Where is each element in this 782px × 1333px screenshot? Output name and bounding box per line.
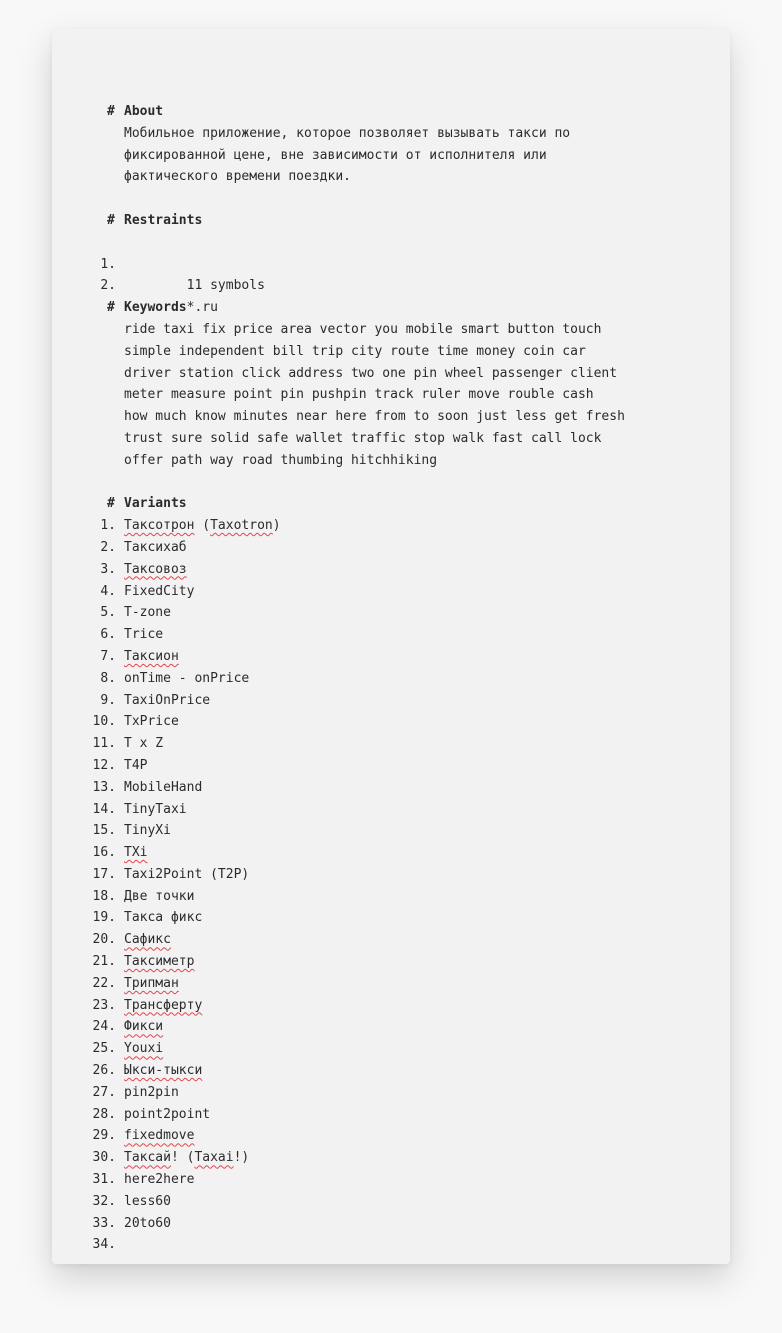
keywords-paragraph: [52, 319, 684, 472]
list-item-number: 29.: [92, 1128, 116, 1144]
list-item-text: pin2pin: [124, 1084, 179, 1100]
list-item-text: TinyTaxi: [124, 801, 187, 817]
variants-heading: [52, 493, 730, 515]
list-item-number: 27.: [92, 1084, 116, 1100]
list-item-text: T x Z: [124, 736, 164, 752]
misspelled-word: Сафикс: [124, 932, 171, 948]
list-item-text: here2here: [124, 1172, 195, 1188]
heading-marker: #: [107, 300, 115, 316]
heading-marker: #: [107, 212, 115, 228]
about-heading: [52, 101, 730, 123]
list-item: [52, 907, 730, 929]
document-text-area[interactable]: [52, 101, 730, 1256]
list-item-number: 1.: [100, 256, 116, 272]
list-item: [52, 755, 730, 777]
list-item-number: 2.: [100, 539, 116, 555]
list-item: [52, 1234, 730, 1256]
list-item: [52, 1016, 730, 1038]
list-item-number: 22.: [92, 975, 116, 991]
list-item-text: T4P: [124, 757, 148, 773]
list-item-number: 13.: [92, 779, 116, 795]
misspelled-word: Трансферту: [124, 997, 203, 1013]
list-item: [52, 646, 730, 668]
list-item-number: 23.: [92, 997, 116, 1013]
list-item-number: 12.: [92, 757, 116, 773]
misspelled-word: Таксай: [124, 1150, 171, 1166]
keywords-line: ride taxi fix price area vector you mobile smart button touch: [124, 321, 602, 337]
list-item: [52, 733, 730, 755]
list-item-number: 28.: [92, 1106, 116, 1122]
misspelled-word: Taxotron: [210, 518, 273, 534]
list-item: [52, 864, 730, 886]
list-item-number: 33.: [92, 1215, 116, 1231]
list-item-number: 34.: [92, 1237, 116, 1253]
restraints-heading-label: Restraints: [124, 212, 203, 228]
list-item-number: 1.: [100, 518, 116, 534]
misspelled-word: Таксион: [124, 648, 179, 664]
misspelled-word: fixedmove: [124, 1128, 195, 1144]
list-item-number: 15.: [92, 823, 116, 839]
list-item-number: 30.: [92, 1150, 116, 1166]
list-item-number: 9.: [100, 692, 116, 708]
list-item-text: TaxiOnPrice: [124, 692, 211, 708]
list-item: [52, 1147, 730, 1169]
list-item-number: 20.: [92, 932, 116, 948]
list-item: [52, 951, 730, 973]
about-line: фиксированной цене, вне зависимости от исполнителя или: [124, 147, 547, 163]
list-item: [52, 537, 730, 559]
misspelled-word: Фикси: [124, 1019, 164, 1035]
list-item-number: 24.: [92, 1019, 116, 1035]
list-item: [52, 929, 730, 951]
variants-list: [52, 515, 730, 1256]
list-item-number: 32.: [92, 1193, 116, 1209]
list-item-number: 10.: [92, 714, 116, 730]
list-item: [52, 995, 730, 1017]
list-item-text: *.ru: [186, 300, 218, 316]
list-item: [52, 1125, 730, 1147]
list-item-text: Trice: [124, 627, 164, 643]
list-item-number: 6.: [100, 627, 116, 643]
heading-marker: #: [107, 496, 115, 512]
list-item-number: 11.: [92, 736, 116, 752]
list-item-number: 17.: [92, 866, 116, 882]
list-item: [52, 1191, 730, 1213]
list-item-number: 18.: [92, 888, 116, 904]
list-item: [52, 624, 730, 646]
list-item: [52, 886, 730, 908]
list-item-number: 3.: [100, 561, 116, 577]
document-page: [52, 29, 730, 1264]
list-item-number: 26.: [92, 1063, 116, 1079]
list-item-text: Такса фикс: [124, 910, 203, 926]
list-item: [52, 842, 730, 864]
list-item-text: ): [272, 518, 281, 534]
about-line: Мобильное приложение, которое позволяет вызывать такси по: [124, 125, 571, 141]
list-item-number: 16.: [92, 845, 116, 861]
list-item-text: MobileHand: [124, 779, 203, 795]
keywords-heading: [52, 297, 730, 319]
keywords-line: meter measure point pin pushpin track ruler move rouble cash: [124, 387, 594, 403]
list-item-text: TinyXi: [124, 823, 171, 839]
misspelled-word: Таксотрон: [124, 518, 195, 534]
list-item: [52, 690, 730, 712]
list-item: [52, 1169, 730, 1191]
misspelled-word: Трипман: [124, 975, 179, 991]
misspelled-word: Taxai: [194, 1150, 234, 1166]
list-item-text: 20to60: [124, 1215, 171, 1231]
list-item: [52, 973, 730, 995]
list-item-text: Две точки: [124, 888, 195, 904]
list-item: [52, 820, 730, 842]
list-item-number: 19.: [92, 910, 116, 926]
list-item: [52, 711, 730, 733]
list-item: [52, 777, 730, 799]
list-item-text: FixedCity: [124, 583, 195, 599]
list-item-text: ! (: [170, 1150, 195, 1166]
misspelled-word: Таксиметр: [124, 954, 195, 970]
list-item-text: (: [194, 518, 211, 534]
keywords-line: how much know minutes near here from to soon just less get fresh: [124, 409, 625, 425]
list-item-text: 11 symbols: [186, 278, 265, 294]
list-item-text: T-zone: [124, 605, 171, 621]
list-item-number: 7.: [100, 648, 116, 664]
list-item-number: 2.: [100, 278, 116, 294]
list-item-number: 21.: [92, 954, 116, 970]
keywords-line: driver station click address two one pin wheel passenger client: [124, 365, 618, 381]
list-item-text: !): [233, 1150, 250, 1166]
list-item: [52, 1104, 730, 1126]
list-item-number: 31.: [92, 1172, 116, 1188]
keywords-heading-label: Keywords: [124, 300, 187, 316]
misspelled-word: Таксовоз: [124, 561, 187, 577]
list-item-text: less60: [124, 1193, 171, 1209]
misspelled-word: Youxi: [124, 1041, 164, 1057]
list-item: [52, 1060, 730, 1082]
list-item: [52, 668, 730, 690]
about-line: фактического времени поездки.: [124, 169, 351, 185]
misspelled-word: TXi: [124, 845, 148, 861]
list-item: [52, 515, 730, 537]
list-item-text: Таксихаб: [124, 539, 187, 555]
keywords-line: offer path way road thumbing hitchhiking: [124, 452, 438, 468]
list-item-number: 14.: [92, 801, 116, 817]
list-item-text: onTime - onPrice: [124, 670, 250, 686]
about-paragraph: [52, 123, 684, 188]
list-item-text: Taxi2Point (T2P): [124, 866, 250, 882]
heading-marker: #: [107, 104, 115, 119]
list-item: [52, 1082, 730, 1104]
list-item: [52, 581, 730, 603]
list-item: [52, 602, 730, 624]
keywords-line: trust sure solid safe wallet traffic stop walk fast call lock: [124, 430, 602, 446]
list-item: [52, 559, 730, 581]
list-item: [52, 1213, 730, 1235]
variants-heading-label: Variants: [124, 496, 187, 512]
list-item: [52, 1038, 730, 1060]
list-item-number: 8.: [100, 670, 116, 686]
about-heading-label: About: [124, 104, 164, 119]
list-item: [52, 799, 730, 821]
list-item-number: 25.: [92, 1041, 116, 1057]
misspelled-word: Ыкси-тыкси: [124, 1063, 203, 1079]
list-item-number: 5.: [100, 605, 116, 621]
list-item-number: 4.: [100, 583, 116, 599]
restraints-heading: [52, 210, 730, 232]
list-item: [52, 232, 730, 294]
list-item-text: point2point: [124, 1106, 211, 1122]
list-item-text: TxPrice: [124, 714, 179, 730]
keywords-line: simple independent bill trip city route time money coin car: [124, 343, 586, 359]
